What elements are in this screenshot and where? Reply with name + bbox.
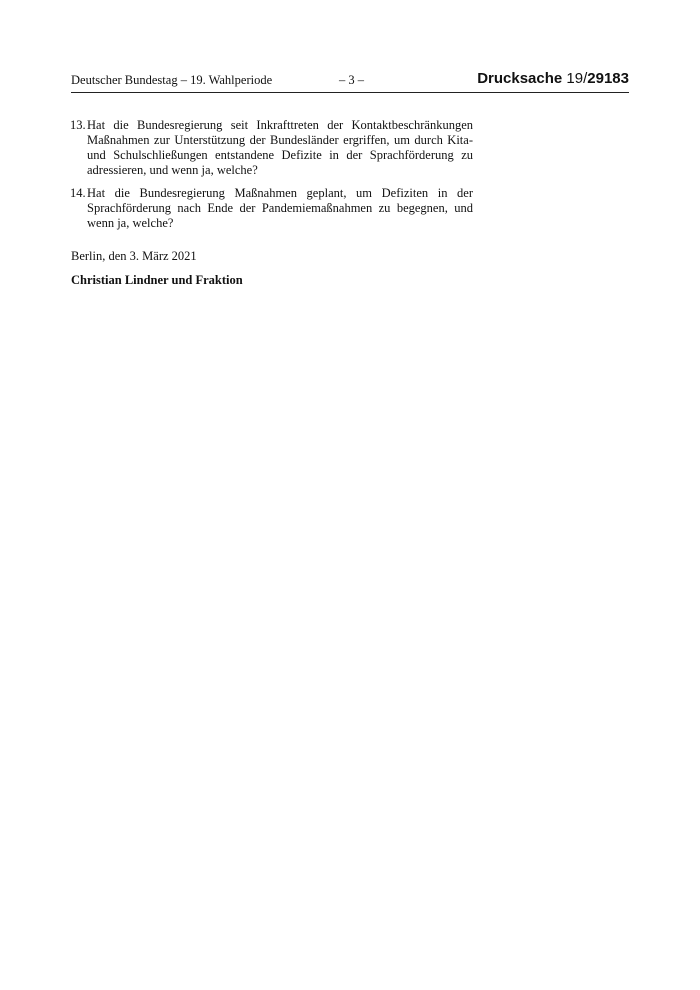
page-header <box>71 70 629 93</box>
drucksache-label: Drucksache <box>477 70 563 87</box>
question-text: Hat die Bundesregierung Maßnahmen geplant, um Defiziten in der Sprachförderung nach Ende der Pandemiemaßnahmen zu begegnen, und wenn ja, welche? <box>87 186 473 230</box>
drucksache-id <box>477 70 629 87</box>
question-list <box>71 118 473 239</box>
question-number: 13. <box>70 118 86 132</box>
question-number: 14. <box>70 186 86 200</box>
question-text: Hat die Bundesregierung seit Inkrafttreten der Kontaktbeschränkungen Maßnahmen zur Unterstützung der Bundesländer ergriffen, um durch Kita- und Schulschließungen entstandene Defizite in der Sprachförderung zu adressieren, und wenn ja, welche? <box>87 118 473 177</box>
question-item <box>71 118 473 178</box>
date-line: Berlin, den 3. März 2021 <box>71 249 197 263</box>
drucksache-number: 29183 <box>587 70 629 87</box>
drucksache-prefix: 19/ <box>566 70 588 87</box>
signature: Christian Lindner und Fraktion <box>71 273 243 287</box>
question-item <box>71 186 473 231</box>
header-parliament: Deutscher Bundestag – 19. Wahlperiode <box>71 73 273 87</box>
page-number: – 3 – <box>339 73 364 87</box>
